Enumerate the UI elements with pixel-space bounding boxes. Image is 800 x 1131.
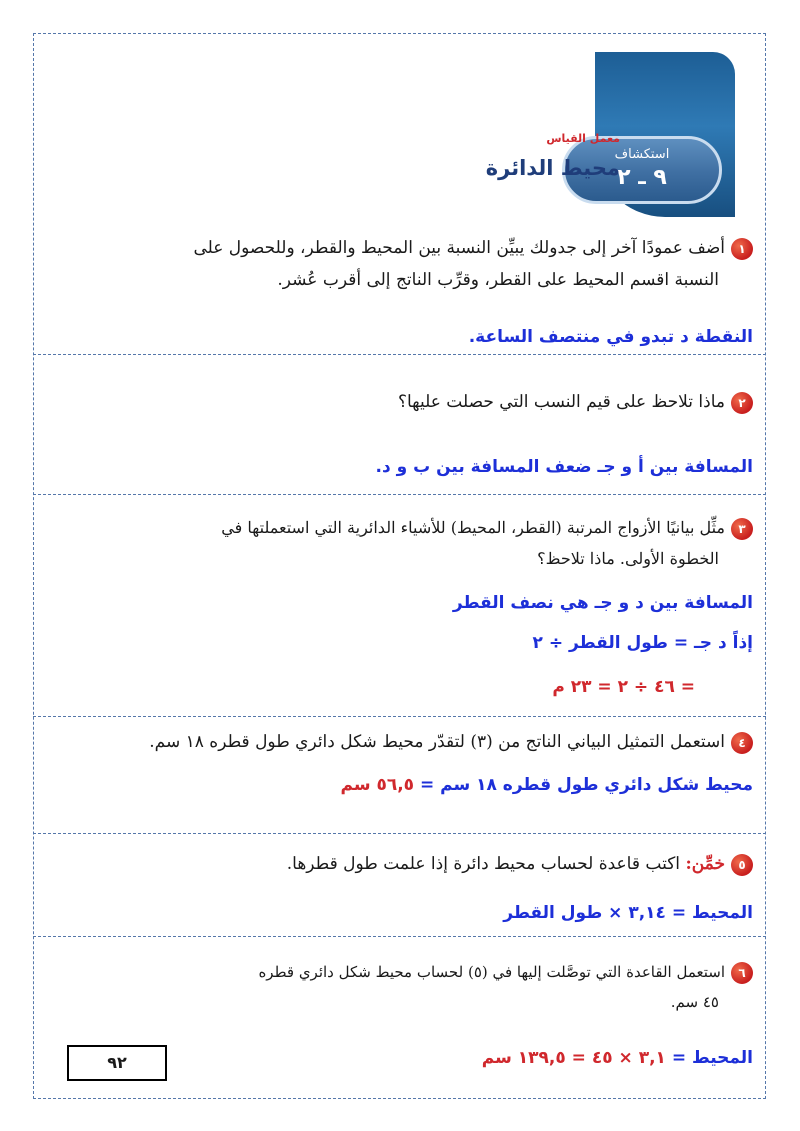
divider — [33, 936, 766, 937]
question-text: اكتب قاعدة لحساب محيط دائرة إذا علمت طول قطرها. — [286, 854, 681, 874]
question-1 — [193, 232, 753, 296]
question-2 — [398, 386, 753, 418]
answer-text: إذاً د جـ = طول القطر ÷ ٢ — [532, 633, 753, 653]
page-number: ٩٢ — [67, 1045, 167, 1081]
question-lead: خمِّن: — [685, 854, 725, 874]
answer-red-part: ٣,١ × ٤٥ = ١٣٩,٥ سم — [481, 1048, 666, 1068]
answer-blue-part: المحيط = — [665, 1048, 753, 1068]
lesson-subtitle: معمل القياس — [546, 132, 620, 145]
badge-number: ٩ ـ ٢ — [617, 165, 667, 190]
question-6 — [258, 957, 753, 1017]
question-text: النسبة اقسم المحيط على القطر، وقرِّب الناتج إلى أقرب عُشر. — [277, 270, 719, 290]
question-number-badge: ٦ — [731, 962, 753, 984]
question-text: استعمل القاعدة التي توصَّلت إليها في (٥) لحساب محيط شكل دائري قطره — [258, 963, 725, 981]
answer-text: النقطة د تبدو في منتصف الساعة. — [468, 327, 753, 347]
divider — [33, 494, 766, 495]
question-text: أضف عمودًا آخر إلى جدولك يبيِّن النسبة بين المحيط والقطر، وللحصول على — [193, 238, 725, 258]
question-text: مثِّل بيانيًا الأزواج المرتبة (القطر، المحيط) للأشياء الدائرية التي استعملتها في — [221, 518, 725, 537]
divider — [33, 833, 766, 834]
answer-text: = ٤٦ ÷ ٢ = ٢٣ م — [552, 677, 695, 697]
question-number-badge: ٢ — [731, 392, 753, 414]
answer-text: المسافة بين أ و جـ ضعف المسافة بين ب و د. — [375, 457, 753, 477]
badge-label: استكشاف — [614, 147, 670, 162]
lesson-title: محيط الدائرة — [485, 156, 620, 180]
question-text: ماذا تلاحظ على قيم النسب التي حصلت عليها؟ — [397, 392, 725, 412]
question-text: الخطوة الأولى. ماذا تلاحظ؟ — [537, 549, 719, 568]
question-number-badge: ١ — [731, 238, 753, 260]
question-text: ٤٥ سم. — [670, 993, 719, 1011]
answer-text — [341, 775, 754, 795]
answer-text — [482, 1048, 753, 1068]
question-5 — [287, 848, 753, 880]
question-text: استعمل التمثيل البياني الناتج من (٣) لتقدّر محيط شكل دائري طول قطره ١٨ سم. — [149, 732, 725, 752]
question-number-badge: ٥ — [731, 854, 753, 876]
answer-text: المسافة بين د و جـ هي نصف القطر — [452, 593, 753, 613]
answer-blue-part: محيط شكل دائري طول قطره ١٨ سم = — [414, 775, 753, 795]
divider — [33, 354, 766, 355]
answer-red-part: ٥٦,٥ سم — [340, 775, 415, 795]
question-3 — [221, 512, 753, 574]
divider — [33, 716, 766, 717]
question-4 — [149, 726, 753, 758]
answer-text: المحيط = ٣,١٤ × طول القطر — [503, 903, 753, 923]
question-number-badge: ٣ — [731, 518, 753, 540]
question-number-badge: ٤ — [731, 732, 753, 754]
